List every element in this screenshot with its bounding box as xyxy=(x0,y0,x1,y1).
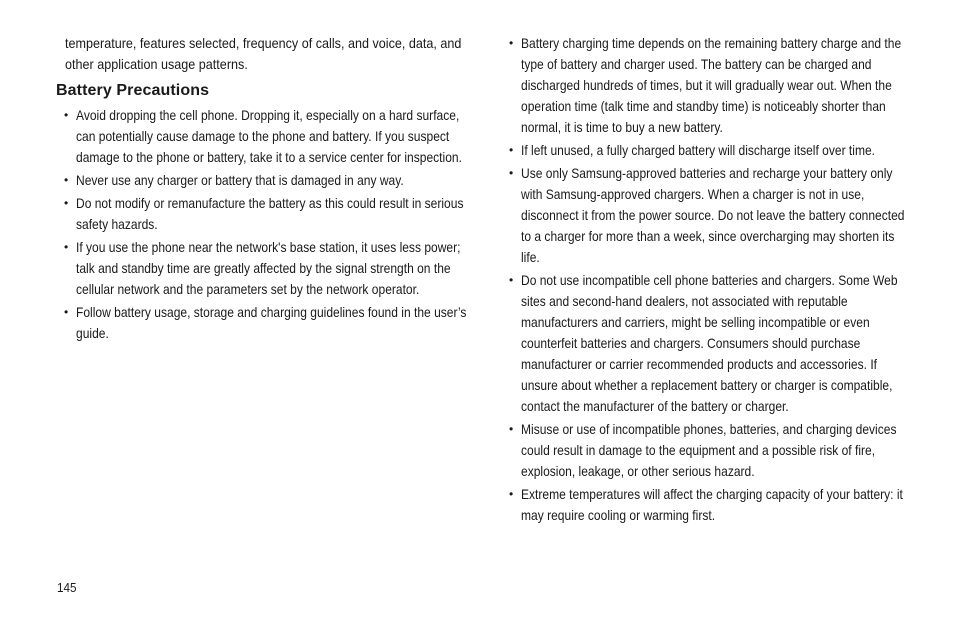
list-item: • Use only Samsung-approved batteries and recharge your battery only with Samsung-approved chargers. When a charger is not in use, disconnect it from the power source. Do not leave the battery connected to a charger for more than a week, since overcharging may shorten its life. xyxy=(509,165,905,265)
bullet-icon: • xyxy=(64,108,69,122)
bullet-icon: • xyxy=(64,240,69,254)
section-heading: Battery Precautions xyxy=(56,82,210,99)
bullet-icon: • xyxy=(509,422,514,436)
left-bullet-list xyxy=(65,105,475,344)
list-item: • If left unused, a fully charged battery will discharge itself over time. xyxy=(510,140,915,161)
right-column xyxy=(510,33,915,528)
right-bullet-list xyxy=(510,33,915,526)
list-item: • Follow battery usage, storage and charging guidelines found in the user’s guide. xyxy=(64,304,467,341)
bullet-icon: • xyxy=(509,36,514,50)
list-item: • Battery charging time depends on the remaining battery charge and the type of battery and charger used. The battery can be charged and discharged hundreds of times, but it will gradually wear out. When the operation time (talk time and standby time) is noticeably shorter than normal, it is time to buy a new battery. xyxy=(509,35,902,135)
bullet-icon: • xyxy=(509,273,514,287)
bullet-icon: • xyxy=(64,196,69,210)
bullet-icon: • xyxy=(64,173,69,187)
list-item: • Do not modify or remanufacture the battery as this could result in serious safety hazards. xyxy=(64,195,464,232)
bullet-icon: • xyxy=(509,487,514,501)
bullet-icon: • xyxy=(64,305,69,319)
list-item: • If you use the phone near the network's base station, it uses less power; talk and standby time are greatly affected by the signal strength on the cellular network and the parameters set by the network operator. xyxy=(64,239,461,297)
intro-paragraph: temperature, features selected, frequency of calls, and voice, data, and other application usage patterns. xyxy=(65,35,462,72)
bullet-icon: • xyxy=(509,166,514,180)
list-item: • Extreme temperatures will affect the charging capacity of your battery: it may require cooling or warming first. xyxy=(509,486,903,523)
list-item: • Do not use incompatible cell phone batteries and chargers. Some Web sites and second-hand dealers, not associated with reputable manufacturers and carriers, might be selling incompatible or even counterfeit batteries and chargers. Consumers should purchase manufacturer or carrier recommended products and accessories. If unsure about whether a replacement battery or charger is compatible, contact the manufacturer of the battery or charger. xyxy=(509,272,898,414)
bullet-icon: • xyxy=(509,143,514,157)
list-item: • Misuse or use of incompatible phones, batteries, and charging devices could result in damage to the equipment and a possible risk of fire, explosion, leakage, or other serious hazard. xyxy=(509,421,897,479)
list-item: • Never use any charger or battery that is damaged in any way. xyxy=(65,170,475,191)
left-column xyxy=(56,33,475,346)
page-number: 145 xyxy=(57,580,77,595)
list-item: • Avoid dropping the cell phone. Dropping it, especially on a hard surface, can potentially cause damage to the phone and battery. If you suspect damage to the phone or battery, take it to a service center for inspection. xyxy=(64,107,462,165)
